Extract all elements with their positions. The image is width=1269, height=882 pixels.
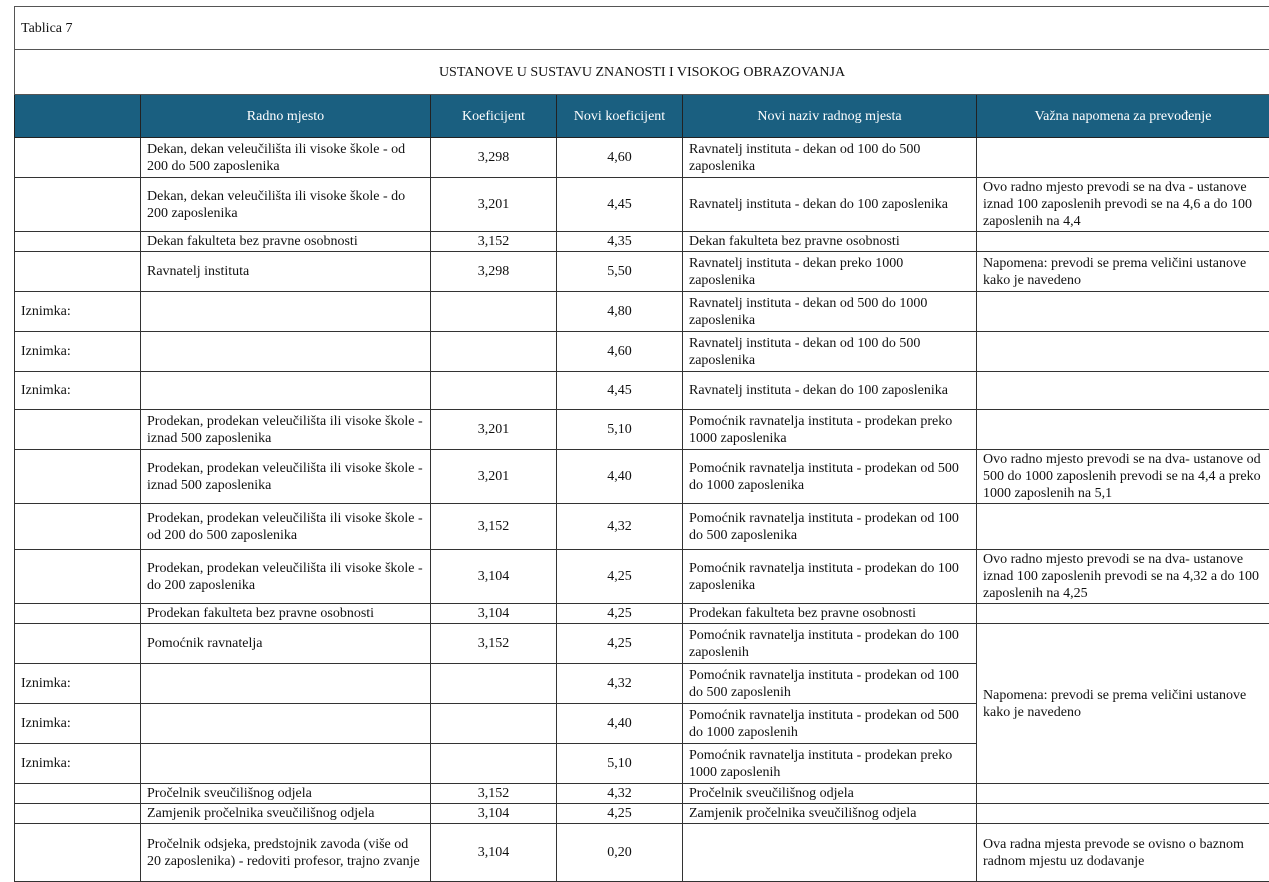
position-cell: Pročelnik sveučilišnog odjela — [141, 784, 431, 804]
table-row — [15, 138, 1269, 178]
row-label: Iznimka: — [15, 744, 141, 784]
new-name-cell: Ravnatelj instituta - dekan od 100 do 500 zaposlenika — [683, 332, 977, 372]
coef-cell — [431, 704, 557, 744]
note-cell — [977, 410, 1269, 450]
coef-cell: 3,298 — [431, 252, 557, 292]
table-row — [15, 624, 1269, 664]
position-cell: Dekan, dekan veleučilišta ili visoke škole - od 200 do 500 zaposlenika — [141, 138, 431, 178]
table-row — [15, 410, 1269, 450]
col-header-new-name: Novi naziv radnog mjesta — [683, 95, 977, 138]
position-cell: Prodekan, prodekan veleučilišta ili visoke škole - od 200 do 500 zaposlenika — [141, 504, 431, 550]
table-row — [15, 604, 1269, 624]
new-name-cell: Ravnatelj instituta - dekan od 500 do 1000 zaposlenika — [683, 292, 977, 332]
new-coef-cell: 4,60 — [557, 138, 683, 178]
table-row — [15, 804, 1269, 824]
table-row — [15, 292, 1269, 332]
position-cell: Prodekan, prodekan veleučilišta ili visoke škole - iznad 500 zaposlenika — [141, 450, 431, 504]
position-cell: Zamjenik pročelnika sveučilišnog odjela — [141, 804, 431, 824]
coef-cell — [431, 664, 557, 704]
new-coef-cell: 4,32 — [557, 504, 683, 550]
position-cell — [141, 704, 431, 744]
position-cell — [141, 292, 431, 332]
new-name-cell: Pomoćnik ravnatelja instituta - prodekan preko 1000 zaposlenika — [683, 410, 977, 450]
new-name-cell: Pomoćnik ravnatelja instituta - prodekan od 500 do 1000 zaposlenika — [683, 450, 977, 504]
table-row — [15, 824, 1269, 882]
note-cell — [977, 292, 1269, 332]
position-cell: Prodekan fakulteta bez pravne osobnosti — [141, 604, 431, 624]
col-header-position: Radno mjesto — [141, 95, 431, 138]
new-coef-cell: 4,25 — [557, 550, 683, 604]
new-coef-cell: 4,35 — [557, 232, 683, 252]
note-cell — [977, 232, 1269, 252]
table-row — [15, 550, 1269, 604]
new-name-cell: Pomoćnik ravnatelja instituta - prodekan do 100 zaposlenika — [683, 550, 977, 604]
new-name-cell: Ravnatelj instituta - dekan do 100 zaposlenika — [683, 178, 977, 232]
position-cell: Prodekan, prodekan veleučilišta ili visoke škole - iznad 500 zaposlenika — [141, 410, 431, 450]
coef-cell — [431, 744, 557, 784]
new-coef-cell: 4,45 — [557, 372, 683, 410]
new-name-cell: Pomoćnik ravnatelja instituta - prodekan preko 1000 zaposlenih — [683, 744, 977, 784]
coef-cell: 3,152 — [431, 784, 557, 804]
coef-cell: 3,201 — [431, 450, 557, 504]
row-label — [15, 450, 141, 504]
table-row — [15, 252, 1269, 292]
coef-cell — [431, 292, 557, 332]
coef-cell: 3,104 — [431, 550, 557, 604]
new-coef-cell: 4,80 — [557, 292, 683, 332]
new-coef-cell: 4,32 — [557, 664, 683, 704]
row-label — [15, 178, 141, 232]
table-row — [15, 178, 1269, 232]
header-row — [15, 95, 1269, 138]
coef-cell: 3,201 — [431, 410, 557, 450]
new-name-cell: Pomoćnik ravnatelja instituta - prodekan od 500 do 1000 zaposlenih — [683, 704, 977, 744]
col-header-label — [15, 95, 141, 138]
note-cell — [977, 604, 1269, 624]
row-label — [15, 410, 141, 450]
note-cell — [977, 504, 1269, 550]
table-row — [15, 450, 1269, 504]
coef-cell — [431, 372, 557, 410]
new-name-cell: Pročelnik sveučilišnog odjela — [683, 784, 977, 804]
new-coef-cell: 4,25 — [557, 804, 683, 824]
coef-cell: 3,104 — [431, 804, 557, 824]
row-label — [15, 824, 141, 882]
table-row — [15, 232, 1269, 252]
row-label — [15, 138, 141, 178]
new-coef-cell: 0,20 — [557, 824, 683, 882]
position-cell: Dekan fakulteta bez pravne osobnosti — [141, 232, 431, 252]
new-coef-cell: 5,10 — [557, 744, 683, 784]
col-header-coef: Koeficijent — [431, 95, 557, 138]
table-row — [15, 504, 1269, 550]
position-cell — [141, 664, 431, 704]
row-label: Iznimka: — [15, 704, 141, 744]
table-title: USTANOVE U SUSTAVU ZNANOSTI I VISOKOG OBRAZOVANJA — [15, 50, 1269, 95]
note-cell: Napomena: prevodi se prema veličini ustanove kako je navedeno — [977, 624, 1269, 784]
new-coef-cell: 4,25 — [557, 624, 683, 664]
new-name-cell: Ravnatelj instituta - dekan do 100 zaposlenika — [683, 372, 977, 410]
note-cell — [977, 784, 1269, 804]
table-label: Tablica 7 — [15, 7, 1269, 50]
coefficient-table — [14, 6, 1269, 882]
coef-cell: 3,104 — [431, 824, 557, 882]
row-label — [15, 252, 141, 292]
new-name-cell: Pomoćnik ravnatelja instituta - prodekan do 100 zaposlenih — [683, 624, 977, 664]
row-label — [15, 784, 141, 804]
row-label — [15, 804, 141, 824]
coef-cell: 3,152 — [431, 504, 557, 550]
new-name-cell — [683, 824, 977, 882]
new-coef-cell: 4,32 — [557, 784, 683, 804]
position-cell: Pročelnik odsjeka, predstojnik zavoda (više od 20 zaposlenika) - redoviti profesor, trajno zvanje — [141, 824, 431, 882]
note-cell: Ova radna mjesta prevode se ovisno o baznom radnom mjestu uz dodavanje — [977, 824, 1269, 882]
row-label: Iznimka: — [15, 332, 141, 372]
coef-cell — [431, 332, 557, 372]
table-row — [15, 372, 1269, 410]
row-label — [15, 504, 141, 550]
note-cell: Napomena: prevodi se prema veličini ustanove kako je navedeno — [977, 252, 1269, 292]
new-coef-cell: 4,40 — [557, 450, 683, 504]
position-cell: Dekan, dekan veleučilišta ili visoke škole - do 200 zaposlenika — [141, 178, 431, 232]
new-name-cell: Dekan fakulteta bez pravne osobnosti — [683, 232, 977, 252]
coef-cell: 3,298 — [431, 138, 557, 178]
new-coef-cell: 5,50 — [557, 252, 683, 292]
col-header-new-coef: Novi koeficijent — [557, 95, 683, 138]
note-cell: Ovo radno mjesto prevodi se na dva- ustanove iznad 100 zaposlenih prevodi se na 4,32 a do 100 zaposlenih na 4,25 — [977, 550, 1269, 604]
note-cell — [977, 804, 1269, 824]
row-label: Iznimka: — [15, 292, 141, 332]
row-label — [15, 604, 141, 624]
coef-cell: 3,152 — [431, 624, 557, 664]
row-label — [15, 550, 141, 604]
table-row — [15, 784, 1269, 804]
note-cell — [977, 332, 1269, 372]
table-row — [15, 332, 1269, 372]
row-label: Iznimka: — [15, 372, 141, 410]
new-name-cell: Pomoćnik ravnatelja instituta - prodekan od 100 do 500 zaposlenih — [683, 664, 977, 704]
new-name-cell: Ravnatelj instituta - dekan od 100 do 500 zaposlenika — [683, 138, 977, 178]
row-label — [15, 232, 141, 252]
new-coef-cell: 4,45 — [557, 178, 683, 232]
new-name-cell: Zamjenik pročelnika sveučilišnog odjela — [683, 804, 977, 824]
new-coef-cell: 4,40 — [557, 704, 683, 744]
coef-cell: 3,152 — [431, 232, 557, 252]
position-cell: Ravnatelj instituta — [141, 252, 431, 292]
note-cell — [977, 138, 1269, 178]
position-cell — [141, 332, 431, 372]
new-name-cell: Pomoćnik ravnatelja instituta - prodekan od 100 do 500 zaposlenika — [683, 504, 977, 550]
coef-cell: 3,201 — [431, 178, 557, 232]
new-name-cell: Ravnatelj instituta - dekan preko 1000 zaposlenika — [683, 252, 977, 292]
new-name-cell: Prodekan fakulteta bez pravne osobnosti — [683, 604, 977, 624]
note-cell: Ovo radno mjesto prevodi se na dva- ustanove od 500 do 1000 zaposlenih prevodi se na 4,4 a preko 1000 zaposlenih na 5,1 — [977, 450, 1269, 504]
new-coef-cell: 4,25 — [557, 604, 683, 624]
new-coef-cell: 4,60 — [557, 332, 683, 372]
col-header-note: Važna napomena za prevođenje — [977, 95, 1269, 138]
position-cell: Pomoćnik ravnatelja — [141, 624, 431, 664]
row-label: Iznimka: — [15, 664, 141, 704]
position-cell — [141, 372, 431, 410]
row-label — [15, 624, 141, 664]
note-cell — [977, 372, 1269, 410]
new-coef-cell: 5,10 — [557, 410, 683, 450]
position-cell — [141, 744, 431, 784]
coef-cell: 3,104 — [431, 604, 557, 624]
position-cell: Prodekan, prodekan veleučilišta ili visoke škole - do 200 zaposlenika — [141, 550, 431, 604]
note-cell: Ovo radno mjesto prevodi se na dva - ustanove iznad 100 zaposlenih prevodi se na 4,6 a do 100 zaposlenih na 4,4 — [977, 178, 1269, 232]
